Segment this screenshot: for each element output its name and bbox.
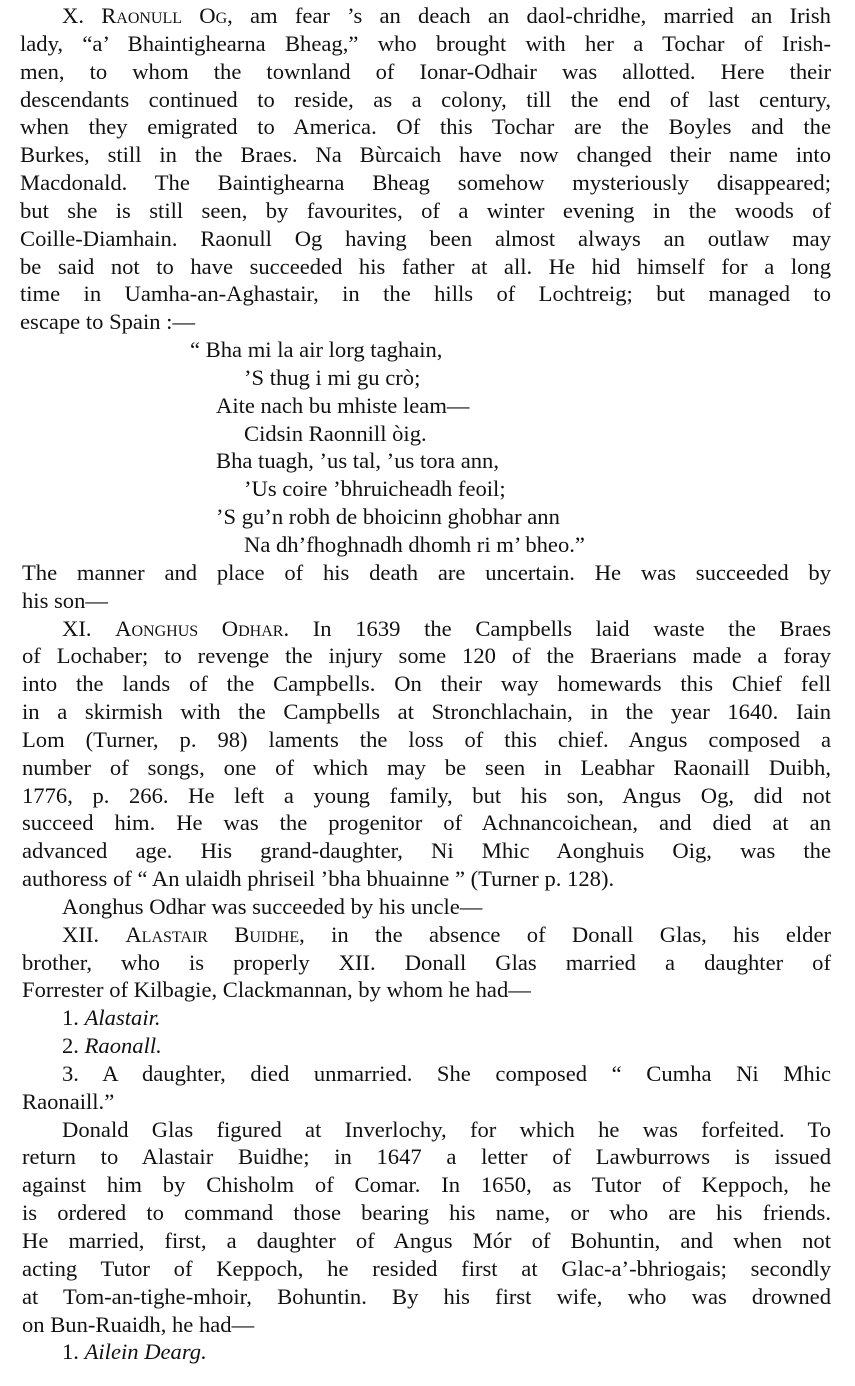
text-line — [0, 308, 855, 336]
text-run: time in Uamha-an-Aghastair, in the hills of Lochtreig; but managed to — [20, 281, 831, 307]
text-line — [0, 559, 855, 587]
text-run: XI. — [62, 615, 116, 641]
text-line — [0, 976, 855, 1004]
text-line — [0, 642, 855, 670]
text-run: advanced age. His grand-daughter, Ni Mhic Aonghuis Oig, was the — [22, 838, 831, 864]
text-run: 1. — [62, 1339, 85, 1365]
text-run: on Bun-Ruaidh, he had— — [22, 1311, 255, 1337]
text-run: succeed him. He was the progenitor of Achnancoichean, and died at an — [22, 810, 831, 836]
text-run: escape to Spain :— — [20, 309, 196, 335]
text-run: Aite nach bu mhiste leam— — [216, 392, 470, 418]
text-run: Aonghus Odhar was succeeded by his uncle— — [62, 893, 483, 919]
text-line — [0, 364, 855, 392]
text-line — [0, 253, 855, 281]
text-line — [0, 141, 855, 169]
text-line — [0, 86, 855, 114]
text-run: be said not to have succeeded his father at all. He hid himself for a long — [20, 253, 831, 279]
text-run: XII. — [62, 921, 126, 947]
text-line — [0, 1088, 855, 1116]
text-run: 1. — [62, 1005, 85, 1031]
text-line — [0, 336, 855, 364]
text-line — [0, 1116, 855, 1144]
text-line — [0, 447, 855, 475]
text-line — [0, 754, 855, 782]
text-line — [0, 197, 855, 225]
text-line — [0, 587, 855, 615]
text-line — [0, 1283, 855, 1311]
text-run: , am fear ’s an deach an daol-chridhe, married an Irish — [227, 3, 831, 28]
text-run: acting Tutor of Keppoch, he resided first at Glac-a’-bhriogais; secondly — [22, 1255, 831, 1281]
italic-name: Ailein Dearg. — [84, 1339, 207, 1365]
text-line — [0, 30, 855, 58]
text-run: Bha tuagh, ’us tal, ’us tora ann, — [216, 448, 499, 474]
text-run: , in the absence of Donall Glas, his elder — [299, 921, 831, 947]
small-caps-heading: Alastair Buidhe — [125, 921, 300, 947]
small-caps-heading: Aonghus Odhar. — [115, 615, 290, 641]
text-run: Lom (Turner, p. 98) laments the loss of this chief. Angus composed a — [22, 726, 831, 752]
text-run: against him by Chisholm of Comar. In 1650, as Tutor of Keppoch, he — [22, 1172, 831, 1198]
text-run: He married, first, a daughter of Angus Mór of Bohuntin, and when not — [22, 1228, 831, 1253]
text-line — [0, 1227, 855, 1255]
text-run: in a skirmish with the Campbells at Stronchlachain, in the year 1640. Iain — [22, 699, 831, 724]
text-run: ’S gu’n robh de bhoicinn ghobhar ann — [216, 504, 560, 530]
italic-name: Raonall. — [84, 1033, 162, 1059]
text-line — [0, 921, 855, 949]
text-line — [0, 1255, 855, 1283]
text-line — [0, 1338, 855, 1366]
text-run: Burkes, still in the Braes. Na Bùrcaich have now changed their name into — [20, 142, 831, 168]
text-line — [0, 726, 855, 754]
text-line — [0, 503, 855, 531]
text-line — [0, 1199, 855, 1227]
text-run: when they emigrated to America. Of this Tochar are the Boyles and the — [20, 114, 831, 140]
text-run: “ Bha mi la air lorg taghain, — [190, 337, 443, 363]
text-line — [0, 392, 855, 420]
text-line — [0, 782, 855, 810]
text-run: ’S thug i mi gu crò; — [244, 364, 421, 390]
text-run: brother, who is properly XII. Donall Glas married a daughter of — [22, 949, 831, 975]
text-line — [0, 698, 855, 726]
text-line — [0, 225, 855, 253]
text-run: lady, “a’ Bhaintighearna Bheag,” who brought with her a Tochar of Irish- — [20, 30, 831, 56]
text-run: ’Us coire ’bhruicheadh feoil; — [244, 476, 506, 502]
text-line — [0, 420, 855, 448]
text-line — [0, 615, 855, 643]
text-run: Coille-Diamhain. Raonull Og having been almost always an outlaw may — [20, 225, 831, 251]
text-run: In 1639 the Campbells laid waste the Braes — [289, 615, 831, 641]
text-line — [0, 169, 855, 197]
text-run: into the lands of the Campbells. On their way homewards this Chief fell — [22, 671, 831, 697]
text-run: number of songs, one of which may be seen in Leabhar Raonaill Duibh, — [22, 754, 831, 780]
text-run: 1776, p. 266. He left a young family, but his son, Angus Og, did not — [22, 782, 831, 808]
text-line — [0, 280, 855, 308]
text-run: return to Alastair Buidhe; in 1647 a letter of Lawburrows is issued — [22, 1144, 831, 1170]
text-line — [0, 58, 855, 86]
small-caps-heading: Raonull Og — [101, 3, 228, 28]
text-run: descendants continued to reside, as a colony, till the end of last century, — [20, 86, 831, 112]
text-line — [0, 893, 855, 921]
text-line — [0, 531, 855, 559]
text-run: The manner and place of his death are uncertain. He was succeeded by — [22, 559, 831, 585]
text-run: at Tom-an-tighe-mhoir, Bohuntin. By his first wife, who was drowned — [22, 1283, 831, 1309]
text-line — [0, 1060, 855, 1088]
text-run: men, to whom the townland of Ionar-Odhair was allotted. Here their — [20, 58, 831, 84]
text-line — [0, 475, 855, 503]
text-run: of Lochaber; to revenge the injury some 120 of the Braerians made a foray — [22, 643, 831, 669]
text-line — [0, 113, 855, 141]
text-line — [0, 670, 855, 698]
text-run: authoress of “ An ulaidh phriseil ’bha bhuainne ” (Turner p. 128). — [22, 866, 615, 891]
text-run: Raonaill.” — [22, 1088, 115, 1114]
text-run: is ordered to command those bearing his name, or who are his friends. — [22, 1200, 831, 1226]
text-line — [0, 837, 855, 865]
text-run: Na dh’fhoghnadh dhomh ri m’ bheo.” — [244, 532, 585, 557]
text-line — [0, 865, 855, 893]
text-line — [0, 1311, 855, 1339]
text-run: 3. A daughter, died unmarried. She composed “ Cumha Ni Mhic — [62, 1060, 831, 1086]
text-run: Forrester of Kilbagie, Clackmannan, by whom he had— — [22, 977, 531, 1003]
text-line — [0, 1143, 855, 1171]
text-run: Macdonald. The Baintighearna Bheag somehow mysteriously disappeared; — [20, 170, 831, 195]
text-run: his son— — [22, 587, 108, 613]
text-line — [0, 1171, 855, 1199]
text-line — [0, 809, 855, 837]
text-line — [0, 2, 855, 30]
text-run: but she is still seen, by favourites, of a winter evening in the woods of — [20, 197, 831, 223]
text-line — [0, 949, 855, 977]
text-run: Donald Glas figured at Inverlochy, for which he was forfeited. To — [62, 1116, 831, 1142]
text-line — [0, 1004, 855, 1032]
text-line — [0, 1032, 855, 1060]
text-run: X. — [62, 3, 102, 28]
text-run: 2. — [62, 1033, 85, 1059]
italic-name: Alastair. — [84, 1005, 161, 1031]
text-run: Cidsin Raonnill òig. — [244, 420, 427, 446]
